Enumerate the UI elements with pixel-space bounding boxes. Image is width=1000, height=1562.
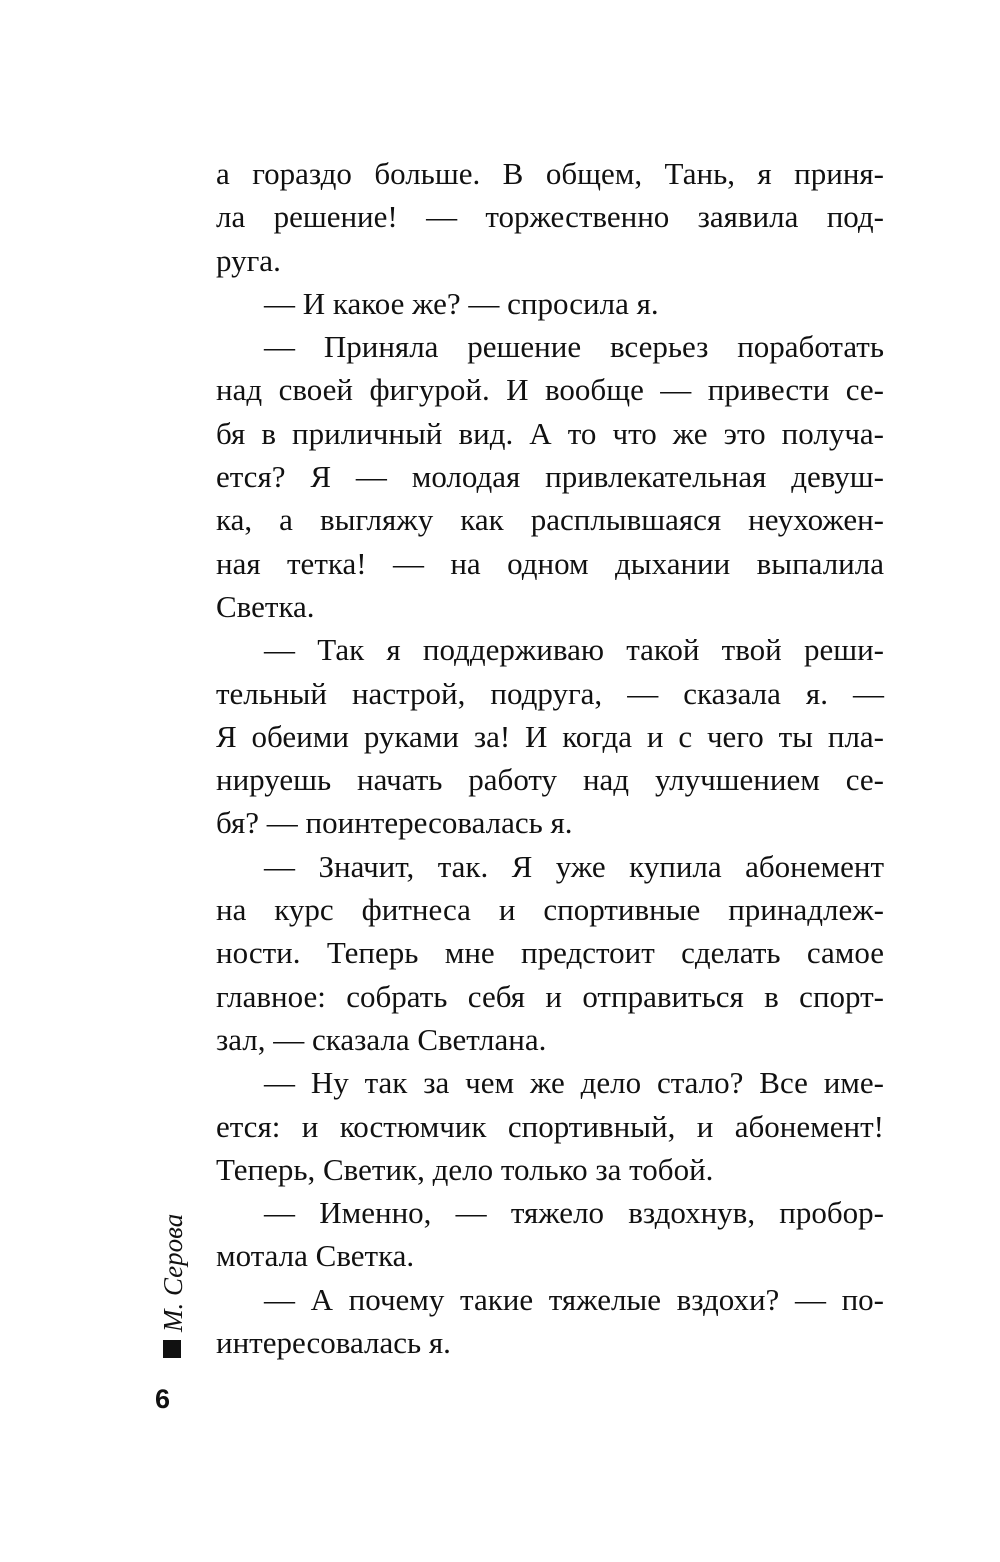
text-line: бя? — поинтересовалась я.	[216, 805, 573, 841]
text-line: ется: и костюмчик спортивный, и абонемент!	[216, 1108, 884, 1144]
text-line: ла решение! — торжественно заявила под-	[216, 199, 884, 235]
text-line: главное: собрать себя и отправиться в спорт-	[216, 978, 884, 1014]
text-line: бя в приличный вид. А то что же это получа-	[216, 415, 884, 451]
text-line: ная тетка! — на одном дыхании выпалила	[216, 545, 884, 581]
text-line: — Приняла решение всерьез поработать	[264, 329, 884, 365]
text-line: на курс фитнеса и спортивные принадлеж-	[216, 892, 884, 928]
text-line: ется? Я — молодая привлекательная девуш-	[216, 459, 884, 495]
body-text	[216, 152, 884, 1364]
text-line: — Так я поддерживаю такой твой реши-	[264, 632, 884, 668]
text-line: Я обеими руками за! И когда и с чего ты пла-	[216, 718, 884, 754]
page-number: 6	[155, 1384, 171, 1414]
text-line: — Именно, — тяжело вздохнув, пробор-	[264, 1195, 884, 1231]
author-name: М. Серова	[158, 1213, 188, 1332]
text-line: над своей фигурой. И вообще — привести се-	[216, 372, 884, 408]
square-marker-icon	[163, 1340, 181, 1358]
text-line: ка, а выгляжу как расплывшаяся неухожен-	[216, 502, 884, 538]
text-line: интересовалась я.	[216, 1325, 451, 1361]
text-line: Теперь, Светик, дело только за тобой.	[216, 1151, 714, 1187]
text-line: нируешь начать работу над улучшением се-	[216, 762, 884, 798]
text-line: руга.	[216, 242, 281, 278]
text-line: Светка.	[216, 588, 315, 624]
text-line: — А почему такие тяжелые вздохи? — по-	[264, 1281, 884, 1317]
text-line: — Ну так за чем же дело стало? Все име-	[264, 1065, 884, 1101]
text-line: мотала Светка.	[216, 1238, 415, 1274]
text-line: тельный настрой, подруга, — сказала я. —	[216, 675, 884, 711]
text-line: — И какое же? — спросила я.	[264, 285, 659, 321]
text-line: ности. Теперь мне предстоит сделать самое	[216, 935, 884, 971]
text-line: а гораздо больше. В общем, Тань, я приня-	[216, 156, 884, 191]
text-line: зал, — сказала Светлана.	[216, 1021, 547, 1057]
text-line: — Значит, так. Я уже купила абонемент	[264, 848, 884, 884]
